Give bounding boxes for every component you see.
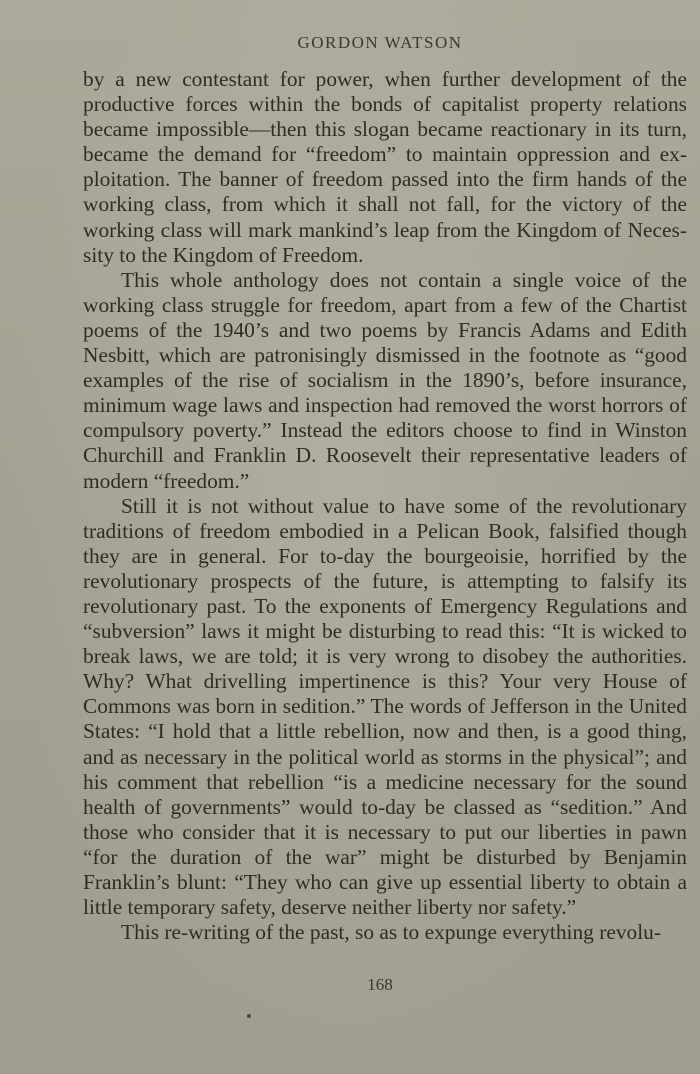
paragraph-2: This whole anthology does not contain a single voice of the working class struggle for freedom, apart from a few of the Chartist poems of the 1940’s and two poems by Francis Adams and Edith Nesbitt, which are patronisingly dismissed in the footnote as “good examples of the rise of socialism in the 1890’s, before insurance, minimum wage laws and inspection had removed the worst horrors of compulsory poverty.” Instead the editors choose to find in Winston Churchill and Franklin D. Roosevelt their representative leaders of modern “freedom.” <box>83 267 687 493</box>
page-number: 168 <box>367 975 393 994</box>
paper-speck <box>247 1014 251 1018</box>
paragraph-1: by a new contestant for power, when further development of the productive forces within the bonds of capitalist property relations became impossible—then this slogan became reactionary in its turn, became the demand for “freedom” to maintain oppression and exploitation. The banner of freedom passed into the firm hands of the working class, from which it shall not fall, for the victory of the working class will mark mankind’s leap from the Kingdom of Necessity to the Kingdom of Freedom. <box>83 67 687 267</box>
paragraph-3: Still it is not without value to have some of the revolutionary traditions of freedom embodied in a Pelican Book, falsified though they are in general. For to-day the bourgeoisie, horrified by the revolutionary prospects of the future, is attempting to falsify its revolutionary past. To the exponents of Emergency Regulations and “subversion” laws it might be disturbing to read this: “It is wicked to break laws, we are told; it is very wrong to disobey the authorities. Why? What drivelling impertinence is this? Your very House of Commons was born in sedition.” The words of Jefferson in the United States: “I hold that a little rebellion, now and then, is a good thing, and as necessary in the political world as storms in the physical”; and his comment that rebellion “is a medicine necessary for the sound health of governments” would to-day be classed as “sedition.” And those who consider that it is necessary to put our liberties in pawn “for the duration of the war” might be disturbed by Benjamin Franklin’s blunt: “They who can give up essential liberty to obtain a little temporary safety, deserve neither liberty nor safety.” <box>83 493 687 920</box>
running-head: GORDON WATSON <box>297 33 463 52</box>
body-text <box>83 67 687 945</box>
paragraph-4: This re-writing of the past, so as to expunge everything revolu- <box>121 920 661 945</box>
